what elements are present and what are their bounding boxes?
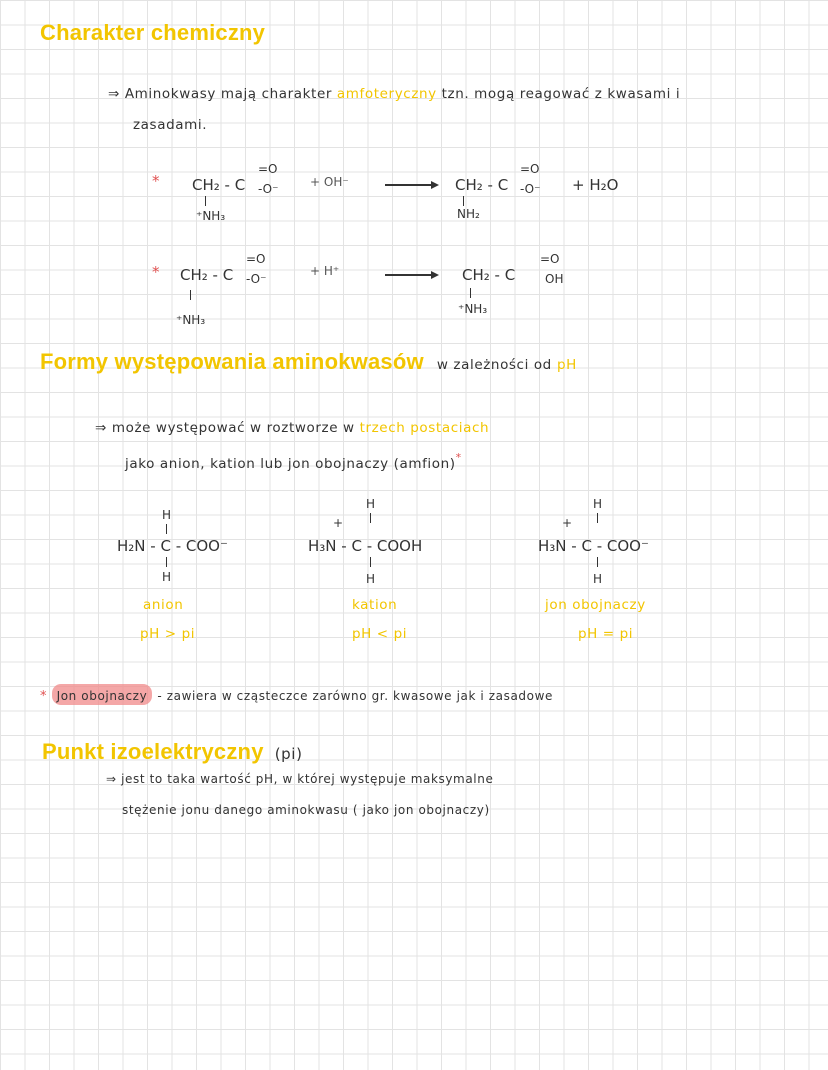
star-icon: * [455, 451, 462, 464]
form-label: jon obojnaczy [545, 597, 646, 613]
star-icon: * [40, 689, 47, 704]
text: jest to taka wartość pH, w której występuje maksymalne [121, 772, 494, 786]
section2-line1 [95, 420, 489, 436]
form-condition: pH > pi [140, 626, 196, 642]
bond [370, 513, 371, 523]
reagent: + H⁺ [310, 264, 340, 278]
form-condition: pH < pi [352, 626, 408, 642]
highlighted-term [52, 684, 153, 705]
text: jako anion, kation lub jon obojnaczy (amfion) [125, 456, 456, 472]
arrow-icon: ⇒ [108, 86, 120, 102]
form-label: kation [352, 597, 398, 613]
section-title-isoelectric-point: Punkt izoelektryczny [42, 739, 264, 764]
formula: H₃N - C - COOH [308, 537, 423, 555]
star-icon: * [152, 263, 160, 281]
text: Aminokwasy mają charakter [124, 86, 333, 102]
reagent: + OH⁻ [310, 175, 349, 189]
hydrogen-bottom: H [593, 572, 603, 586]
section-title-chemical-character: Charakter chemiczny [40, 20, 266, 45]
product-formula: CH₂ - C [462, 266, 516, 284]
hydrogen-top: H [162, 508, 172, 522]
bond [166, 557, 167, 567]
note-text: - zawiera w cząsteczce zarówno gr. kwasowe jak i zasadowe [157, 689, 553, 703]
carbonyl-o: =O [520, 162, 540, 176]
reaction-arrow-icon [431, 271, 439, 279]
amino-group: ⁺NH₃ [196, 209, 226, 223]
bond [463, 196, 464, 206]
section2-heading [40, 349, 577, 375]
carboxylate-o: -O⁻ [520, 182, 541, 196]
form-label: anion [143, 597, 184, 613]
text: tzn. mogą reagować z kwasami i [441, 86, 681, 102]
section2-line2 [125, 451, 462, 472]
charge-plus: + [333, 516, 344, 530]
hydrogen-bottom: H [366, 572, 376, 586]
bond [597, 513, 598, 523]
amino-group: ⁺NH₃ [458, 302, 488, 316]
section-title-forms: Formy występowania aminokwasów [40, 349, 424, 374]
carbonyl-o: =O [246, 252, 266, 266]
reaction-arrow-icon [431, 181, 439, 189]
hydrogen-top: H [593, 497, 603, 511]
bond [597, 557, 598, 567]
bond [205, 196, 206, 206]
section3-line2: stężenie jonu danego aminokwasu ( jako jon obojnaczy) [122, 803, 490, 817]
title-suffix: w zależności od [436, 357, 552, 373]
title-suffix: (pi) [274, 745, 303, 763]
term-text: Jon obojnaczy [56, 689, 148, 703]
carboxylate-o: -O⁻ [258, 182, 279, 196]
water-product: + H₂O [572, 176, 619, 194]
amino-group: ⁺NH₃ [176, 313, 206, 327]
highlight-text: trzech postaciach [359, 420, 490, 436]
reaction-arrow-line [385, 274, 433, 276]
arrow-icon: ⇒ [95, 420, 107, 436]
reactant-formula: CH₂ - C [180, 266, 234, 284]
bond [166, 524, 167, 534]
note-zwitterion [40, 684, 553, 705]
bond [190, 290, 191, 300]
arrow-icon: ⇒ [106, 772, 117, 786]
carbonyl-o: =O [540, 252, 560, 266]
star-icon: * [152, 172, 160, 190]
hydrogen-bottom: H [162, 570, 172, 584]
section1-line1 [108, 86, 680, 102]
bond [370, 557, 371, 567]
formula: H₃N - C - COO⁻ [538, 537, 649, 555]
product-formula: CH₂ - C [455, 176, 509, 194]
section1-line2: zasadami. [133, 117, 208, 133]
hydrogen-top: H [366, 497, 376, 511]
form-condition: pH = pi [578, 626, 634, 642]
amino-group: NH₂ [457, 207, 480, 221]
carbonyl-o: =O [258, 162, 278, 176]
charge-plus: + [562, 516, 573, 530]
reaction-arrow-line [385, 184, 433, 186]
reactant-formula: CH₂ - C [192, 176, 246, 194]
section3-heading [42, 739, 303, 765]
bond [470, 288, 471, 298]
text: może występować w roztworze w [111, 420, 355, 436]
section3-line1 [106, 772, 493, 786]
hydroxyl-group: OH [545, 272, 564, 286]
highlight-text: amfoteryczny [336, 86, 437, 102]
carboxylate-o: -O⁻ [246, 272, 267, 286]
ph-highlight: pH [556, 357, 577, 373]
formula: H₂N - C - COO⁻ [117, 537, 228, 555]
